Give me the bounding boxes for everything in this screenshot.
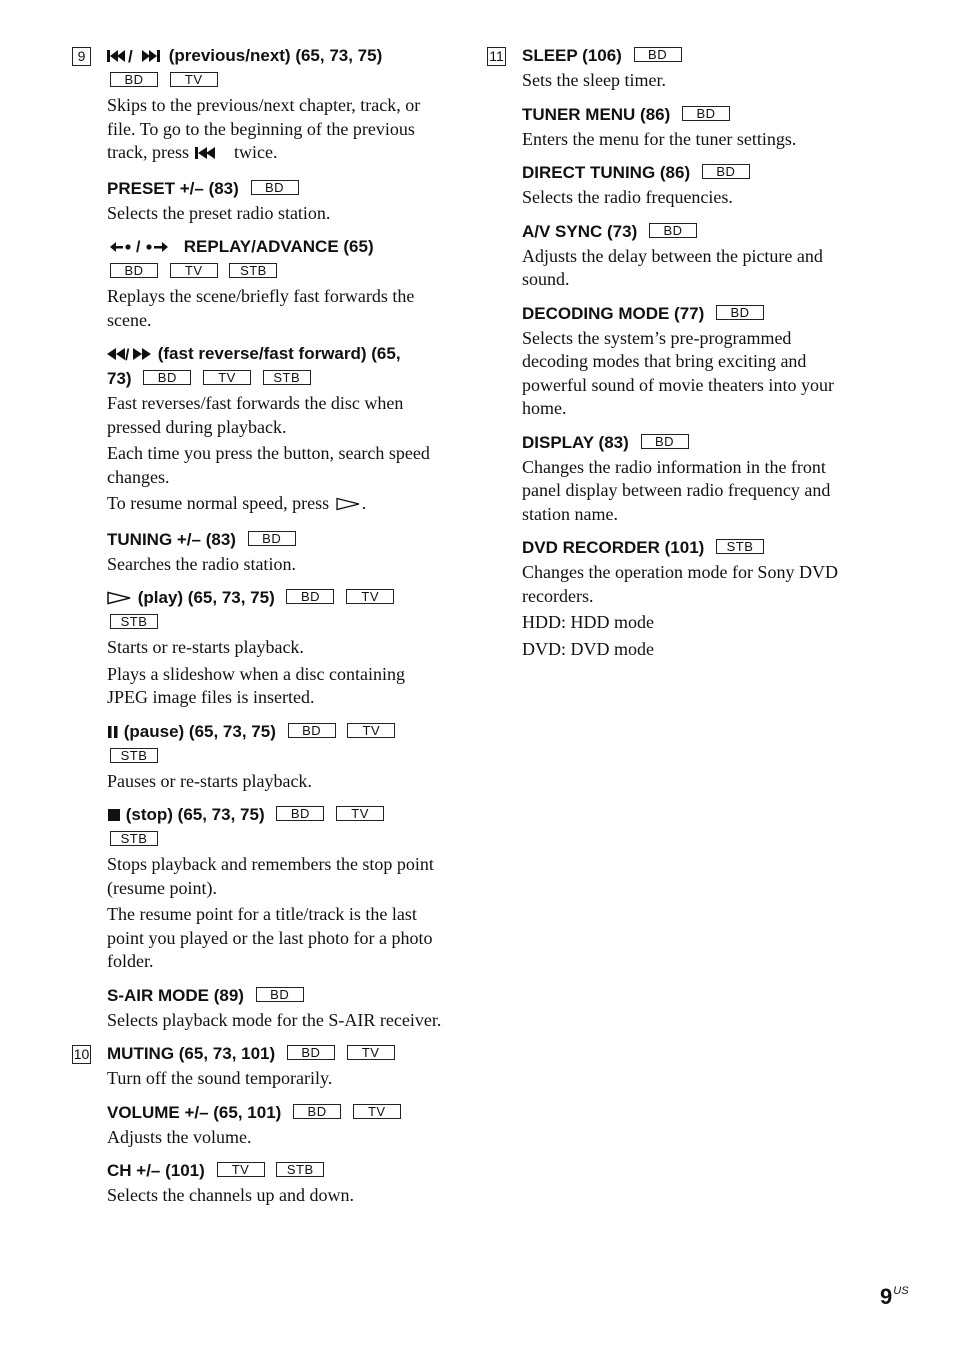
- tv-badge: TV: [353, 1104, 401, 1119]
- tv-badge: TV: [346, 589, 394, 604]
- previous-icon: [193, 143, 229, 167]
- item-description: Selects the system’s pre-programmed decoding modes that bring exciting and powerful sound of movie theaters into your home.: [522, 327, 834, 418]
- item-heading: [522, 103, 857, 126]
- item-heading: [107, 586, 444, 634]
- stop-icon: [107, 805, 121, 828]
- item-fast-reverse-forward: [107, 342, 444, 518]
- stb-badge: STB: [110, 748, 158, 763]
- bd-badge: BD: [251, 180, 299, 195]
- item-heading: [107, 1159, 444, 1182]
- stb-badge: STB: [716, 539, 764, 554]
- item-title: (play) (65, 73, 75): [137, 588, 275, 607]
- item-description: Plays a slideshow when a disc containing JPEG image files is inserted.: [107, 663, 405, 707]
- pause-icon: [107, 722, 119, 745]
- tv-badge: TV: [347, 723, 395, 738]
- item-title: TUNER MENU (86): [522, 104, 671, 124]
- bd-badge: BD: [276, 806, 324, 821]
- item-description: Sets the sleep timer.: [522, 70, 666, 90]
- item-title: CH +/– (101): [107, 1161, 205, 1180]
- item-heading: [107, 528, 444, 551]
- item-title: (fast reverse/fast forward) (65,: [157, 344, 401, 363]
- item-description: Selects the radio frequencies.: [522, 187, 733, 207]
- item-description: Fast reverses/fast forwards the disc when pressed during playback.: [107, 393, 404, 437]
- bd-badge: BD: [286, 589, 334, 604]
- item-title: S-AIR MODE (89): [107, 985, 244, 1005]
- section-9: [72, 44, 444, 1032]
- stb-badge: STB: [263, 370, 311, 385]
- item-stop: [107, 803, 444, 974]
- item-heading: [522, 44, 857, 67]
- item-heading: [107, 1042, 444, 1065]
- page-number-suffix: US: [893, 1285, 909, 1297]
- right-column: [487, 44, 857, 671]
- item-display: [522, 431, 857, 527]
- item-description: Starts or re-starts playback.: [107, 637, 304, 657]
- item-preset: [107, 177, 444, 226]
- section-number-9: 9: [72, 47, 91, 66]
- item-heading: [522, 536, 857, 559]
- item-title: DIRECT TUNING (86): [522, 163, 691, 182]
- stb-badge: STB: [276, 1162, 324, 1177]
- item-heading: [107, 984, 444, 1007]
- bd-badge: BD: [287, 1045, 335, 1060]
- item-title: (previous/next) (65, 73, 75): [168, 46, 383, 65]
- item-s-air-mode: [107, 984, 444, 1033]
- item-channel: [107, 1159, 444, 1208]
- bd-badge: BD: [702, 164, 750, 179]
- item-description: The resume point for a title/track is the last point you played or the last photo for a photo folder.: [107, 904, 433, 971]
- stb-badge: STB: [110, 831, 158, 846]
- item-title: TUNING +/– (83): [107, 529, 236, 549]
- item-description: DVD: DVD mode: [522, 638, 654, 659]
- item-heading: [522, 302, 857, 325]
- left-column: [72, 44, 444, 1218]
- svg-text:/: /: [125, 347, 130, 361]
- item-description: Selects the channels up and down.: [107, 1185, 354, 1205]
- bd-badge: BD: [641, 434, 689, 449]
- item-heading: [107, 342, 444, 390]
- fast-forward-icon: [131, 344, 153, 367]
- item-description: Turn off the sound temporarily.: [107, 1068, 333, 1088]
- svg-text:/: /: [136, 240, 141, 254]
- item-pause: [107, 720, 444, 794]
- item-replay-advance: [107, 235, 444, 332]
- item-description: Selects the preset radio station.: [107, 202, 331, 223]
- item-play: [107, 586, 444, 710]
- play-icon: [107, 588, 133, 611]
- bd-badge: BD: [682, 106, 730, 121]
- tv-badge: TV: [336, 806, 384, 821]
- item-decoding-mode: [522, 302, 857, 421]
- stb-badge: STB: [229, 263, 277, 278]
- item-description: Changes the operation mode for Sony DVD recorders.: [522, 562, 838, 606]
- tv-badge: TV: [347, 1045, 395, 1060]
- bd-badge: BD: [649, 223, 697, 238]
- stb-badge: STB: [110, 614, 158, 629]
- item-title: PRESET +/– (83): [107, 178, 239, 198]
- play-icon: [334, 494, 362, 518]
- bd-badge: BD: [110, 72, 158, 87]
- section-number-11: 11: [487, 47, 506, 66]
- item-heading: [107, 177, 444, 200]
- item-dvd-recorder: [522, 536, 857, 661]
- item-title: DISPLAY (83): [522, 432, 629, 452]
- bd-badge: BD: [143, 370, 191, 385]
- item-title-continued: 73): [107, 369, 132, 388]
- item-title: (stop) (65, 73, 75): [125, 805, 265, 824]
- fast-reverse-icon: [107, 344, 131, 367]
- section-number-10: 10: [73, 1046, 90, 1062]
- bd-badge: BD: [110, 263, 158, 278]
- tv-badge: TV: [217, 1162, 265, 1177]
- item-muting: [107, 1042, 444, 1091]
- item-tuner-menu: [522, 103, 857, 152]
- item-title: A/V SYNC (73): [522, 221, 638, 241]
- item-description: Replays the scene/briefly fast forwards the scene.: [107, 286, 415, 330]
- item-tuning: [107, 528, 444, 577]
- item-description: Searches the radio station.: [107, 553, 296, 574]
- item-description: Pauses or re-starts playback.: [107, 770, 312, 791]
- item-sleep: [522, 44, 857, 93]
- item-description: Enters the menu for the tuner settings.: [522, 128, 797, 149]
- item-heading: [107, 803, 444, 851]
- item-description: To resume normal speed, press .: [107, 492, 444, 518]
- replay-advance-icon: [107, 237, 179, 260]
- item-title: DECODING MODE (77): [522, 303, 705, 323]
- item-previous-next: [107, 44, 444, 167]
- item-av-sync: [522, 220, 857, 292]
- item-heading: [522, 161, 857, 184]
- bd-badge: BD: [256, 987, 304, 1002]
- bd-badge: BD: [248, 531, 296, 546]
- item-title: SLEEP (106): [522, 46, 622, 65]
- bd-badge: BD: [288, 723, 336, 738]
- item-heading: [107, 44, 444, 92]
- item-title: (pause) (65, 73, 75): [123, 721, 276, 741]
- section-10: [72, 1042, 444, 1208]
- page-number: $9^{US}$: [880, 1284, 909, 1309]
- item-heading: [107, 720, 444, 768]
- item-description: HDD: HDD mode: [522, 612, 654, 632]
- item-volume: [107, 1101, 444, 1150]
- next-icon: [141, 46, 164, 69]
- item-description: Changes the radio information in the front panel display between radio frequency and station name.: [522, 456, 831, 524]
- tv-badge: TV: [203, 370, 251, 385]
- previous-icon: [107, 46, 141, 69]
- item-heading: [522, 220, 857, 243]
- item-description: Each time you press the button, search speed changes.: [107, 443, 430, 487]
- item-heading: [107, 1101, 444, 1124]
- tv-badge: TV: [170, 72, 218, 87]
- item-description: Skips to the previous/next chapter, track, or file. To go to the beginning of the previous track, press twice.: [107, 94, 444, 167]
- item-title: VOLUME +/– (65, 101): [107, 1102, 282, 1122]
- item-direct-tuning: [522, 161, 857, 210]
- section-11: [487, 44, 857, 661]
- svg-text:/: /: [128, 49, 133, 63]
- tv-badge: TV: [170, 263, 218, 278]
- item-description: Selects playback mode for the S-AIR receiver.: [107, 1009, 442, 1030]
- bd-badge: BD: [716, 305, 764, 320]
- item-heading: [522, 431, 857, 454]
- bd-badge: BD: [634, 47, 682, 62]
- item-title: REPLAY/ADVANCE (65): [183, 237, 374, 256]
- item-title: MUTING (65, 73, 101): [107, 1044, 276, 1063]
- item-description: Stops playback and remembers the stop point (resume point).: [107, 854, 434, 898]
- item-description: Adjusts the volume.: [107, 1126, 252, 1147]
- bd-badge: BD: [293, 1104, 341, 1119]
- item-heading: [107, 235, 444, 283]
- item-title: DVD RECORDER (101): [522, 538, 705, 557]
- item-description: Adjusts the delay between the picture and sound.: [522, 245, 823, 289]
